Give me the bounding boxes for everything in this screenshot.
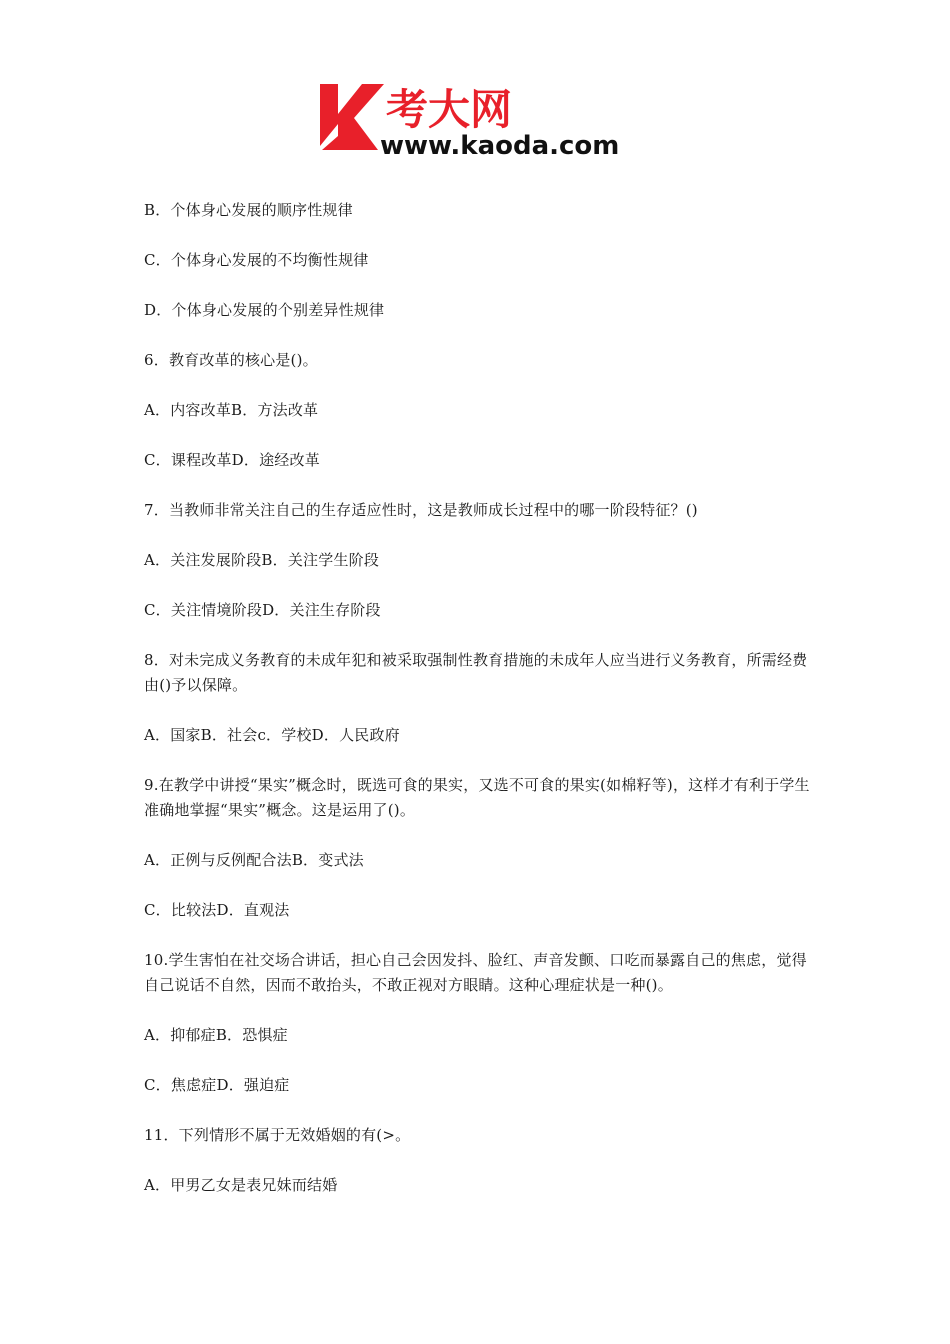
- question-line: 10.学生害怕在社交场合讲话，担心自己会因发抖、脸红、声音发颤、口吃而暴露自己的焦虑，觉得自己说话不自然，因而不敢抬头，不敢正视对方眼睛。这种心理症状是一种()。: [144, 951, 807, 994]
- option-line: C．关注情境阶段D．关注生存阶段: [144, 601, 381, 619]
- option-line: C．课程改革D．途经改革: [144, 451, 320, 469]
- option-line: A．关注发展阶段B．关注学生阶段: [144, 551, 380, 569]
- kaoda-logo: [318, 80, 640, 160]
- document-body: [144, 198, 814, 1223]
- option-line: A．甲男乙女是表兄妹而结婚: [144, 1176, 338, 1194]
- logo-title: 考大网: [386, 85, 513, 134]
- question-line: 11．下列情形不属于无效婚姻的有(>。: [144, 1126, 411, 1144]
- option-line: A．抑郁症B．恐惧症: [144, 1026, 288, 1044]
- option-line: A．正例与反例配合法B．变式法: [144, 851, 364, 869]
- option-line: D．个体身心发展的个别差异性规律: [144, 301, 385, 319]
- logo-url: www.kaoda.com: [380, 131, 620, 160]
- question-line: 8．对未完成义务教育的未成年犯和被采取强制性教育措施的未成年人应当进行义务教育，所需经费由()予以保障。: [144, 651, 808, 694]
- option-line: C．焦虑症D．强迫症: [144, 1076, 290, 1094]
- question-line: 9.在教学中讲授“果实”概念时，既选可食的果实，又选不可食的果实(如棉籽等)，这样才有利于学生准确地掌握“果实”概念。这是运用了()。: [144, 776, 810, 819]
- option-line: A．内容改革B．方法改革: [144, 401, 319, 419]
- logo-k-mark: [320, 84, 384, 150]
- question-line: 7．当教师非常关注自己的生存适应性时，这是教师成长过程中的哪一阶段特征？(): [144, 501, 698, 519]
- question-line: 6．教育改革的核心是()。: [144, 351, 318, 369]
- option-line: C．比较法D．直观法: [144, 901, 290, 919]
- option-line: A．国家B．社会c．学校D．人民政府: [144, 726, 400, 744]
- option-line: C．个体身心发展的不均衡性规律: [144, 251, 369, 269]
- kaoda-logo-icon: [318, 80, 640, 160]
- option-line: B．个体身心发展的顺序性规律: [144, 201, 353, 219]
